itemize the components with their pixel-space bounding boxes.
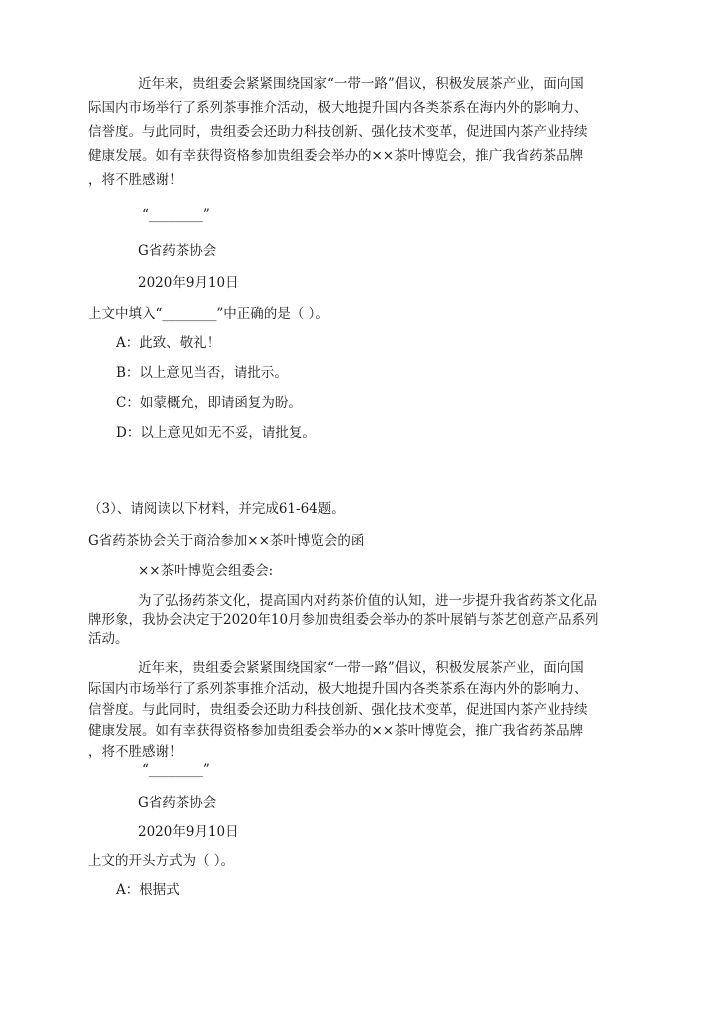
addressee: ××茶叶博览会组委会: — [138, 563, 274, 579]
text-line: 近年来，贵组委会紧紧围绕国家“一带一路”倡议，积极发展茶产业，面向国 — [138, 76, 584, 92]
text-line: 健康发展。如有幸获得资格参加贵组委会举办的××茶叶博览会，推广我省药茶品牌 — [88, 148, 584, 164]
question-stem: 上文中填入“________”中正确的是（ ）。 — [88, 306, 329, 322]
text-line: 健康发展。如有幸获得资格参加贵组委会举办的××茶叶博览会，推广我省药茶品牌 — [88, 723, 584, 739]
option-a[interactable]: A：根据式 — [116, 882, 180, 898]
text-line: 际国内市场举行了系列茶事推介活动，极大地提升国内各类茶系在海内外的影响力、 — [88, 681, 588, 697]
text-line: 活动。 — [88, 631, 129, 647]
signer: G省药茶协会 — [138, 795, 217, 811]
option-b[interactable]: B：以上意见当否，请批示。 — [116, 365, 288, 381]
text-line: ，将不胜感谢！ — [88, 744, 183, 760]
letter-title: G省药茶协会关于商洽参加××茶叶博览会的函 — [88, 533, 365, 549]
section-intro: （3）、请阅读以下材料，并完成61-64题。 — [88, 501, 345, 517]
signer: G省药茶协会 — [138, 243, 217, 259]
text-line: 近年来，贵组委会紧紧围绕国家“一带一路”倡议，积极发展茶产业，面向国 — [138, 660, 584, 676]
text-line: 为了弘扬药茶文化，提高国内对药茶价值的认知，进一步提升我省药茶文化品 — [138, 593, 597, 609]
text-line: 牌形象，我协会决定于2020年10月参加贵组委会举办的茶叶展销与茶艺创意产品系列 — [88, 612, 599, 628]
question-stem: 上文的开头方式为（ ）。 — [88, 853, 235, 869]
text-line: ，将不胜感谢！ — [88, 172, 183, 188]
option-a[interactable]: A：此致、敬礼！ — [116, 335, 221, 351]
option-c[interactable]: C：如蒙概允，即请函复为盼。 — [116, 395, 302, 411]
letter-date: 2020年9月10日 — [138, 824, 239, 840]
text-line: 信誉度。与此同时，贵组委会还助力科技创新、强化技术变革，促进国内茶产业持续 — [88, 702, 588, 718]
option-d[interactable]: D：以上意见如无不妥，请批复。 — [116, 425, 316, 441]
text-line: 信誉度。与此同时，贵组委会还助力科技创新、强化技术变革，促进国内茶产业持续 — [88, 124, 588, 140]
letter-date: 2020年9月10日 — [138, 275, 239, 291]
text-line: 际国内市场举行了系列茶事推介活动，极大地提升国内各类茶系在海内外的影响力、 — [88, 100, 588, 116]
closing-blank: “________” — [142, 762, 210, 778]
closing-blank: “________” — [142, 207, 210, 223]
